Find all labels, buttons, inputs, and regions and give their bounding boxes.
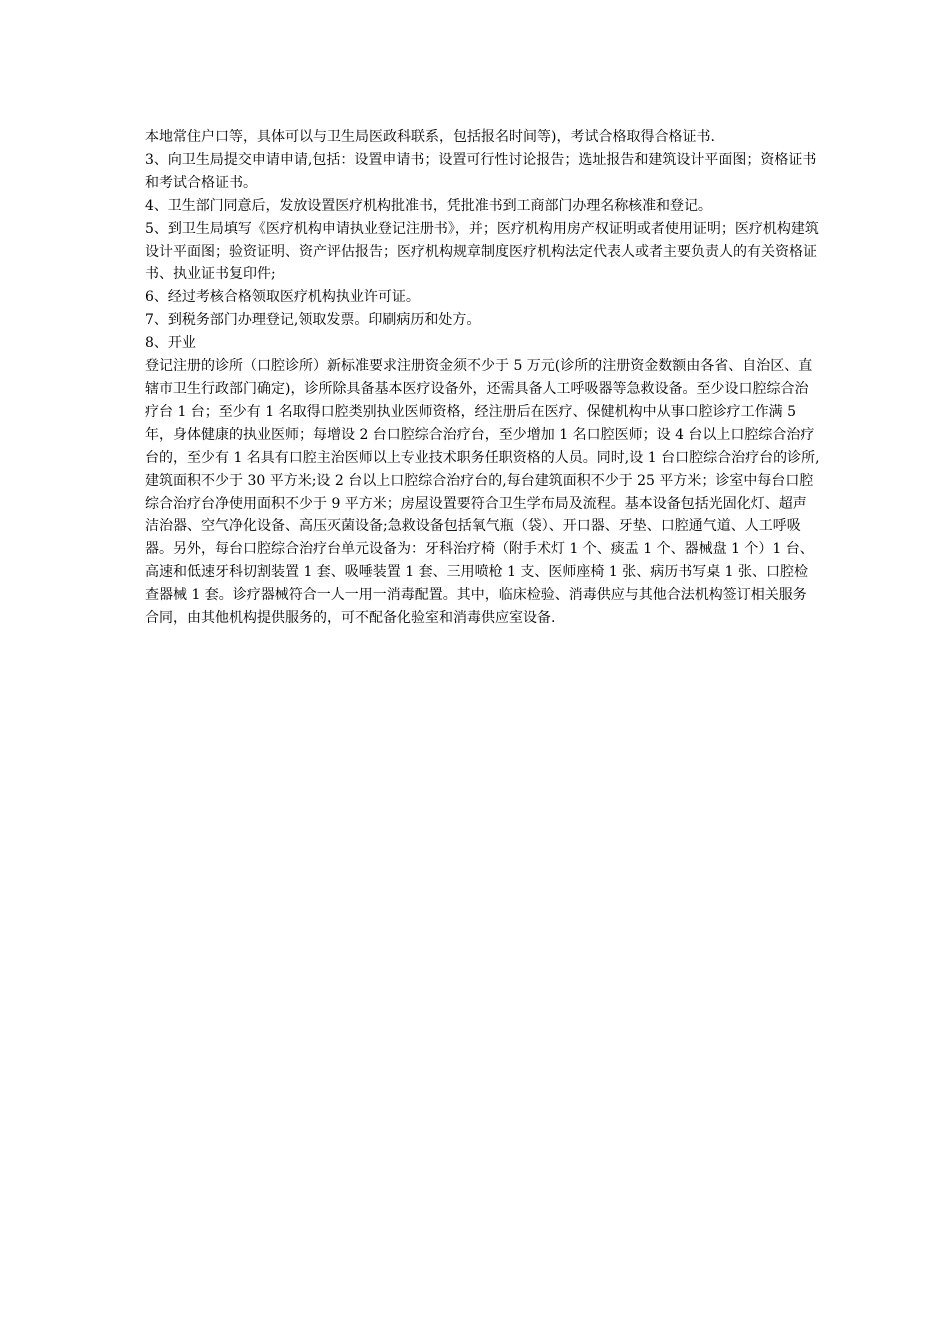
paragraph-clinic-standards: 登记注册的诊所（口腔诊所）新标准要求注册资金须不少于 5 万元(诊所的注册资金数额由各省、自治区、直辖市卫生行政部门确定)，诊所除具备基本医疗设备外，还需具备人工呼吸器等急救设备。至少设口腔综合治疗台 1 台；至少有 1 名取得口腔类别执业医师资格，经注册后在医疗、保健机构中从事口腔诊疗工作满 5 年，身体健康的执业医师；每增设 2 台口腔综合治疗台，至少增加 1 名口腔医师；设 4 台以上口腔综合治疗台的，至少有 1 名具有口腔主治医师以上专业技术职务任职资格的人员。同时,设 1 台口腔综合治疗台的诊所,建筑面积不少于 30 平方米;设 2 台以上口腔综合治疗台的,每台建筑面积不少于 25 平方米；诊室中每台口腔综合治疗台净使用面积不少于 9 平方米；房屋设置要符合卫生学布局及流程。基本设备包括光固化灯、超声洁治器、空气净化设备、高压灭菌设备;急救设备包括氧气瓶（袋）、开口器、牙垫、口腔通气道、人工呼吸器。另外，每台口腔综合治疗台单元设备为：牙科治疗椅（附手术灯 1 个、痰盂 1 个、器械盘 1 个）1 台、高速和低速牙科切割装置 1 套、吸唾装置 1 套、三用喷枪 1 支、医师座椅 1 张、病历书写桌 1 张、口腔检查器械 1 套。诊疗器械符合一人一用一消毒配置。其中，临床检验、消毒供应与其他合法机构签订相关服务合同，由其他机构提供服务的，可不配备化验室和消毒供应室设备. [145, 358, 820, 627]
paragraph-step-4-approval: 4、卫生部门同意后，发放设置医疗机构批准书，凭批准书到工商部门办理名称核准和登记。 [145, 197, 712, 214]
paragraph-step-8-opening: 8、开业 [145, 335, 196, 352]
paragraph-step-7-tax: 7、到税务部门办理登记,领取发票。印刷病历和处方。 [145, 312, 481, 329]
paragraph-residence-exam: 本地常住户口等，具体可以与卫生局医政科联系，包括报名时间等)，考试合格取得合格证书. [145, 129, 715, 145]
paragraph-step-5-registration: 5、到卫生局填写《医疗机构申请执业登记注册书》，并；医疗机构用房产权证明或者使用证明；医疗机构建筑设计平面图；验资证明、资产评估报告；医疗机构规章制度医疗机构法定代表人或者主要负责人的有关资格证书、执业证书复印件; [145, 220, 819, 283]
document-body [145, 126, 820, 630]
paragraph-step-3-application: 3、向卫生局提交申请申请,包括：设置申请书；设置可行性讨论报告；选址报告和建筑设计平面图；资格证书和考试合格证书。 [145, 151, 817, 191]
paragraph-step-6-license: 6、经过考核合格领取医疗机构执业许可证。 [145, 289, 420, 306]
